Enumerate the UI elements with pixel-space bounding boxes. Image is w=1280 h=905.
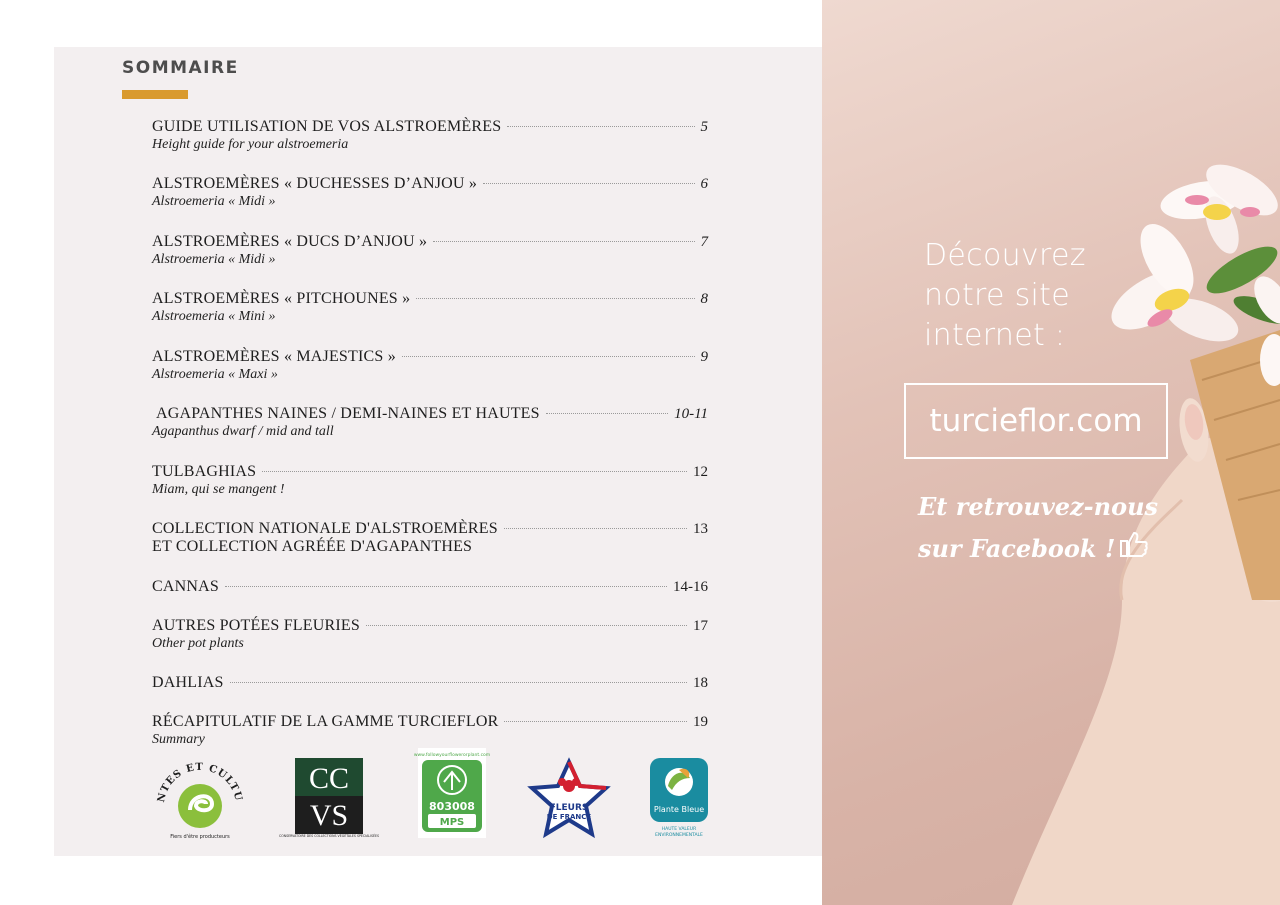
mps-number: 803008 (429, 800, 475, 813)
toc-entry-page: 12 (693, 464, 708, 480)
toc-entry-subtitle: Height guide for your alstroemeria (152, 137, 349, 152)
toc-entry-page: 19 (693, 714, 708, 730)
toc-entry-page: 17 (693, 618, 708, 634)
toc-entry-subtitle: Alstroemeria « Maxi » (152, 367, 278, 382)
toc-leader-dots (366, 625, 687, 626)
toc-entry[interactable] (152, 713, 708, 748)
promo-headline (924, 236, 1086, 356)
toc-entry-page: 7 (700, 234, 708, 250)
toc-entry[interactable] (152, 463, 708, 498)
toc-entry-page: 9 (700, 349, 708, 365)
toc-leader-dots (546, 413, 668, 414)
ccvs-logo (278, 758, 380, 838)
toc-entry-subtitle: Agapanthus dwarf / mid and tall (152, 424, 334, 439)
ccvs-caption: CONSERVATOIRE DES COLLECTIONS VÉGÉTALES SPÉCIALISÉES (278, 834, 380, 838)
plante-bleue-caption2: ENVIRONNEMENTALE (655, 833, 703, 838)
toc-leader-dots (416, 298, 694, 299)
toc-entry-page: 14-16 (673, 579, 708, 595)
toc-entry[interactable] (152, 405, 708, 440)
toc-entry[interactable] (152, 520, 708, 556)
toc-entry-subtitle: Alstroemeria « Midi » (152, 194, 276, 209)
toc-entry-subtitle: Alstroemeria « Midi » (152, 252, 276, 267)
thumbs-up-icon (1119, 529, 1149, 572)
mps-url: www.followyourflowerorplant.com (413, 753, 491, 758)
toc-leader-dots (230, 682, 687, 683)
toc-entry[interactable] (152, 233, 708, 268)
ccvs-line2: VS (309, 799, 349, 832)
toc-entry-page: 8 (700, 291, 708, 307)
fleurs-de-france-line1: FLEURS (549, 803, 589, 813)
plante-bleue-logo (648, 756, 710, 840)
toc-entry-title: ALSTROEMÈRES « DUCHESSES D’ANJOU » (152, 175, 478, 192)
toc-entry-page: 6 (700, 176, 708, 192)
facebook-line2: sur Facebook ! (918, 534, 1116, 563)
toc-entry[interactable] (152, 118, 708, 153)
toc-leader-dots (402, 356, 695, 357)
toc-leader-dots (483, 183, 694, 184)
promo-line3: internet : (924, 318, 1066, 353)
toc-entry-title: ALSTROEMÈRES « DUCS D’ANJOU » (152, 233, 428, 250)
toc-entry-page: 5 (700, 119, 708, 135)
plantes-et-cultures-arc: NTES ET CULTU (156, 761, 244, 804)
toc-entry[interactable] (152, 578, 708, 596)
toc-entry-page: 13 (693, 521, 708, 537)
plantes-et-cultures-logo (150, 754, 250, 842)
toc-entry-subtitle: Miam, qui se mangent ! (152, 482, 285, 497)
mps-logo (413, 748, 491, 838)
toc-entry-title: RÉCAPITULATIF DE LA GAMME TURCIEFLOR (152, 713, 499, 730)
toc-leader-dots (507, 126, 694, 127)
promo-line2: notre site (924, 278, 1070, 313)
toc-title: SOMMAIRE (122, 58, 239, 78)
promo-panel (822, 0, 1280, 905)
toc-title-underline (122, 90, 188, 99)
toc-entry-title: ALSTROEMÈRES « PITCHOUNES » (152, 290, 411, 307)
toc-entry-subtitle: Alstroemeria « Mini » (152, 309, 276, 324)
website-link[interactable]: turcieflor.com (904, 383, 1168, 459)
toc-entry-title: COLLECTION NATIONALE D'ALSTROEMÈRES (152, 520, 498, 537)
toc-leader-dots (504, 528, 687, 529)
toc-entry[interactable] (152, 617, 708, 652)
toc-entry-title: TULBAGHIAS (152, 463, 257, 480)
toc-entry[interactable] (152, 290, 708, 325)
toc-entry-title-line2: ET COLLECTION AGRÉÉE D'AGAPANTHES (152, 538, 473, 555)
mps-label: MPS (439, 817, 465, 828)
plante-bleue-caption1: HAUTE VALEUR (661, 827, 697, 832)
toc-leader-dots (225, 586, 667, 587)
fleurs-de-france-logo (528, 758, 610, 838)
toc-entry-title: AGAPANTHES NAINES / DEMI-NAINES ET HAUTES (156, 405, 540, 422)
toc-entry-title: CANNAS (152, 578, 219, 595)
toc-entry-title: ALSTROEMÈRES « MAJESTICS » (152, 348, 396, 365)
promo-line1: Découvrez (924, 238, 1086, 273)
facebook-line1: Et retrouvez-nous (918, 492, 1159, 521)
fleurs-de-france-line2: DE FRANCE (546, 813, 592, 821)
toc-entry-title: GUIDE UTILISATION DE VOS ALSTROEMÈRES (152, 118, 502, 135)
ccvs-line1: CC (308, 762, 350, 795)
toc-leader-dots (433, 241, 694, 242)
plantes-et-cultures-tagline: Fiers d'être producteurs (170, 834, 230, 840)
toc-leader-dots (504, 721, 687, 722)
toc-entry-page: 10-11 (674, 406, 708, 422)
toc-entry[interactable] (152, 674, 708, 692)
toc-entry-page: 18 (693, 675, 708, 691)
toc-entry-subtitle: Summary (152, 732, 205, 747)
toc-entry-subtitle: Other pot plants (152, 636, 244, 651)
toc-leader-dots (262, 471, 687, 472)
toc-entry[interactable] (152, 348, 708, 383)
plante-bleue-label: Plante Bleue (653, 805, 705, 814)
toc-entry-title: AUTRES POTÉES FLEURIES (152, 617, 360, 634)
facebook-callout[interactable] (918, 486, 1158, 572)
toc-entry-title: DAHLIAS (152, 674, 224, 691)
toc-entry[interactable] (152, 175, 708, 210)
